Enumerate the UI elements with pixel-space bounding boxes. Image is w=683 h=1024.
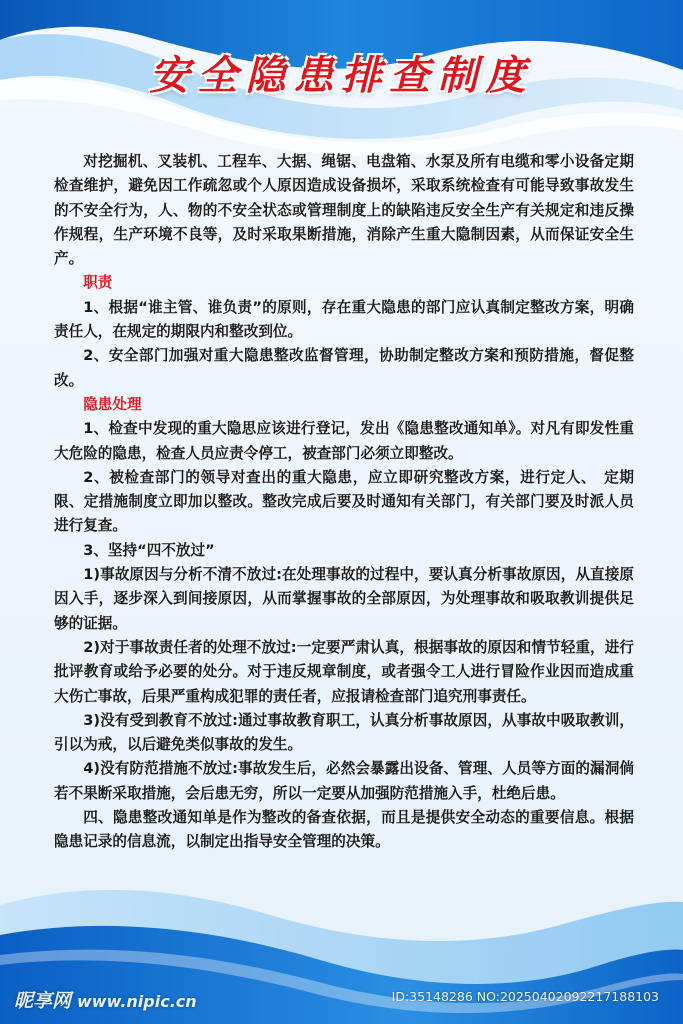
body-paragraph: 4)没有防范措施不放过:事故发生后，必然会暴露出设备、管理、人员等方面的漏洞倘若不果断采取措施，会后患无穷，所以一定要从加强防范措施入手，杜绝后患。 [54, 760, 634, 802]
body-paragraph: 2)对于事故责任者的处理不放过:一定要严肃认真，根据事故的原因和情节轻重，进行批评教育或给予必要的处分。对于违反规章制度，或者强令工人进行冒险作业因而造成重大伤亡事故，后果严重构成犯罪的责任者，应报请检查部门追究刑事责任。 [54, 638, 634, 705]
watermark-brand-name: 昵享网 [14, 990, 72, 1012]
body-paragraph: 1、根据“谁主管、谁负责”的原则，存在重大隐患的部门应认真制定整改方案，明确责任人，在规定的期限内和整改到位。 [54, 298, 634, 341]
body-paragraph: 1、检查中发现的重大隐思应该进行登记，发出《隐患整改通知单》。对凡有即发性重大危险的隐患，检查人员应责令停工，被查部门必须立即整改。 [54, 420, 634, 462]
body-paragraph: 3、坚持“四不放过” [83, 541, 215, 559]
watermark-brand [14, 986, 197, 1013]
body-paragraph: 2、安全部门加强对重大隐患整改监督管理，协助制定整改方案和预防措施，督促整改。 [54, 347, 634, 389]
page-title: 安全隐患排查制度 [149, 52, 534, 99]
document-body [54, 150, 634, 855]
intro-paragraph: 对挖掘机、叉装机、工程车、大据、绳锯、电盘箱、水泵及所有电缆和零小设备定期检查维护，避免因工作疏忽或个人原因造成设备损坏，采取系统检查有可能导致事故发生的不安全行为，人、物的不安全状态或管理制度上的缺陷违反安全生产有关规定和违反操作规程，生产环境不良等，及时采取果断措施，消除产生重大隐制因素，从而保证安全生产。 [54, 153, 634, 268]
watermark-id: ID:35148286 NO:20250402092217188103 [391, 989, 659, 1004]
body-paragraph: 四、隐患整改通知单是作为整改的备查依据，而且是提供安全动态的重要信息。根据隐患记录的信息流，以制定出指导安全管理的决策。 [54, 809, 634, 851]
body-paragraph: 1)事故原因与分析不清不放过:在处理事故的过程中，要认真分析事故原因，从直接原因入手，逐步深入到间接原因，从而掌握事故的全部原因，为处理事故和吸取教训提供足够的证据。 [54, 566, 634, 632]
body-paragraph: 3)没有受到教育不放过:通过事故教育职工，认真分析事故原因，从事故中吸取教训，引以为戒，以后避免类似事故的发生。 [54, 711, 634, 754]
body-paragraph: 2、被检查部门的领导对查出的重大隐患，应立即研究整改方案，进行定人、 定期限、定措施制度立即加以整改。整改完成后要及时通知有关部门，有关部门要及时派人员进行复查。 [54, 468, 634, 535]
watermark-site: www.nipic.cn [77, 992, 197, 1011]
section-heading-hazard-handling: 隐患处理 [83, 395, 142, 413]
section-heading-duties: 职责 [83, 274, 113, 292]
